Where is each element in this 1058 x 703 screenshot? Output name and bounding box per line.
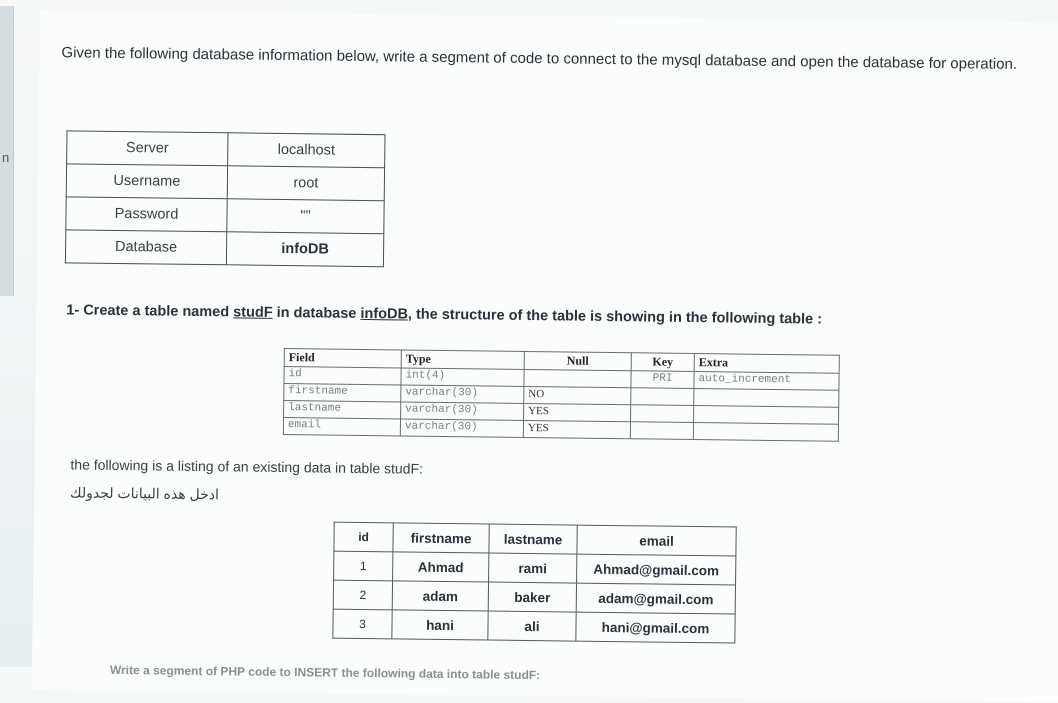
db-label-username: Username — [66, 164, 227, 199]
task-suffix: , the structure of the table is showing in the following table : — [407, 306, 823, 328]
worksheet-page — [32, 10, 1058, 703]
arabic-instruction: ادخل هذه البيانات لجدولك — [70, 484, 220, 503]
data-header-lastname: lastname — [489, 524, 577, 554]
listing-text: the following is a listing of an existing data in table studF: — [70, 456, 424, 477]
db-value-password: "" — [227, 199, 384, 234]
structure-null: NO — [524, 386, 631, 404]
data-firstname: hani — [392, 610, 488, 640]
db-value-server: localhost — [228, 133, 385, 168]
structure-type: varchar(30) — [401, 402, 524, 421]
structure-extra: auto_increment — [694, 372, 839, 391]
data-lastname: baker — [488, 582, 576, 612]
side-letter: n — [2, 150, 10, 165]
data-id: 3 — [333, 609, 392, 639]
question-text: Given the following database information below, write a segment of code to connect to the mysql database and open the database for operation. — [61, 44, 1018, 73]
structure-header-key: Key — [631, 353, 694, 372]
table-row — [333, 609, 735, 643]
structure-header-field: Field — [284, 349, 401, 368]
structure-extra — [694, 389, 839, 408]
data-email: adam@gmail.com — [576, 583, 735, 614]
structure-field: lastname — [284, 401, 401, 419]
db-value-database: infoDB — [226, 232, 383, 267]
structure-type: int(4) — [401, 368, 524, 387]
db-label-password: Password — [66, 197, 227, 232]
structure-null: YES — [524, 403, 631, 421]
table-row — [66, 197, 384, 234]
structure-extra — [694, 406, 839, 425]
data-header-firstname: firstname — [393, 523, 489, 553]
table-row — [67, 131, 385, 168]
structure-header-extra: Extra — [694, 354, 839, 374]
structure-field: firstname — [284, 384, 401, 402]
data-id: 2 — [333, 580, 392, 610]
structure-key — [630, 422, 693, 440]
structure-type: varchar(30) — [400, 419, 523, 438]
task-db-name: infoDB — [360, 305, 409, 323]
task-text — [66, 302, 822, 327]
structure-null: YES — [523, 420, 630, 438]
database-info-table — [65, 130, 386, 267]
data-lastname: rami — [489, 553, 577, 583]
structure-key — [631, 388, 694, 406]
data-firstname: Ahmad — [393, 552, 489, 582]
task-table-name: studF — [233, 304, 273, 321]
table-row — [66, 164, 384, 201]
db-label-server: Server — [67, 131, 228, 166]
structure-field: id — [284, 367, 401, 385]
data-firstname: adam — [392, 581, 488, 611]
structure-key: PRI — [631, 371, 694, 389]
data-header-email: email — [577, 525, 736, 556]
db-value-username: root — [227, 166, 384, 201]
task-middle: in database — [272, 304, 361, 322]
structure-key — [631, 405, 694, 423]
structure-extra — [693, 423, 838, 442]
data-lastname: ali — [488, 611, 576, 641]
data-header-id: id — [334, 522, 393, 552]
task-prefix: 1- Create a table named — [66, 302, 234, 321]
data-email: hani@gmail.com — [576, 612, 735, 643]
structure-type: varchar(30) — [401, 385, 524, 404]
db-label-database: Database — [65, 230, 226, 265]
structure-header-null: Null — [524, 351, 631, 370]
existing-data-table — [332, 522, 736, 644]
table-row — [65, 230, 383, 267]
structure-header-type: Type — [401, 350, 524, 370]
next-question-text: Write a segment of PHP code to INSERT the following data into table studF: — [109, 662, 541, 683]
structure-field: email — [283, 418, 400, 436]
data-email: Ahmad@gmail.com — [577, 554, 736, 585]
structure-null — [524, 369, 631, 387]
data-id: 1 — [334, 551, 393, 581]
structure-table — [283, 348, 840, 442]
